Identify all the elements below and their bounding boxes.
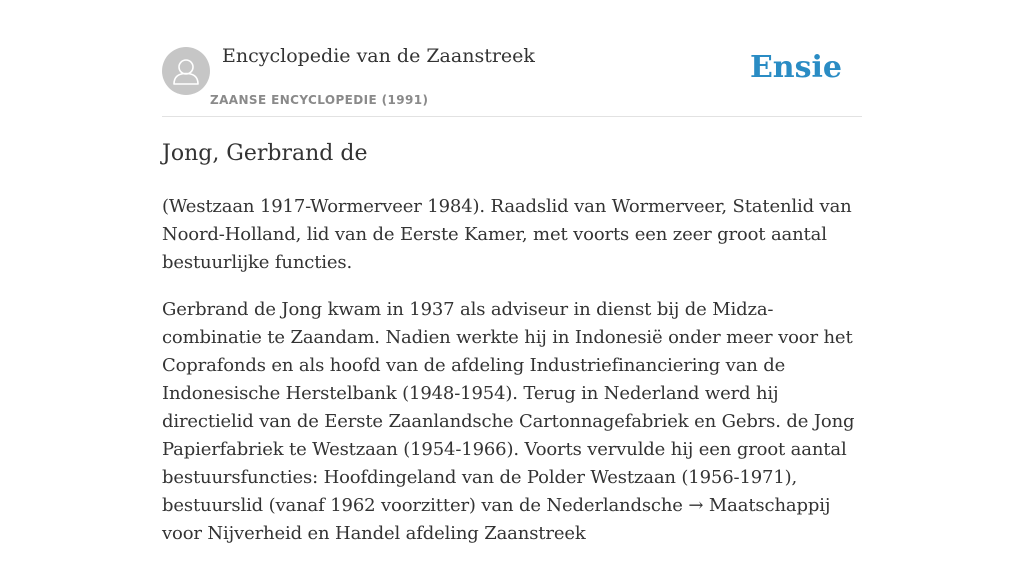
entry-content <box>162 137 862 567</box>
entry-paragraph-1: (Westzaan 1917-Wormerveer 1984). Raadslid van Wormerveer, Statenlid van Noord-Holland, lid van de Eerste Kamer, met voorts een zeer groot aantal bestuurlijke functies. <box>162 196 852 273</box>
source-title-link[interactable]: Encyclopedie van de Zaanstreek <box>222 45 535 67</box>
ensie-logo-link[interactable]: Ensie <box>749 50 842 85</box>
paragraph-2-text: Gerbrand de Jong kwam in 1937 als adviseur in dienst bij de Midza-combinatie te Zaandam. Nadien werkte hij in Indonesië onder meer voor het Coprafonds en als hoofd van de afdeling Industriefinanciering van de Indonesische Herstelbank (1948-1954). Terug in Nederland werd hij directielid van de Eerste Zaanlandsche Cartonnagefabriek en Gebrs. de Jong Papierfabriek te Westzaan (1954-1966). Voorts vervulde hij een groot aantal bestuursfuncties: Hoofdingeland van de Polder Westzaan (1956-1971), bestuurslid (vanaf 1962 voorzitter) van de Nederlandsche <box>162 299 855 516</box>
user-silhouette-icon <box>162 47 210 95</box>
arrow-right-icon: → <box>688 495 704 516</box>
source-header <box>162 0 862 117</box>
cross-reference-link[interactable]: Maatschappij voor Nijverheid en Handel afdeling Zaanstreek <box>162 495 831 544</box>
source-avatar[interactable] <box>162 47 210 95</box>
entry-paragraph-2 <box>162 296 862 548</box>
source-subtitle: ZAANSE ENCYCLOPEDIE (1991) <box>210 93 429 107</box>
entry-title: Jong, Gerbrand de <box>162 141 368 166</box>
